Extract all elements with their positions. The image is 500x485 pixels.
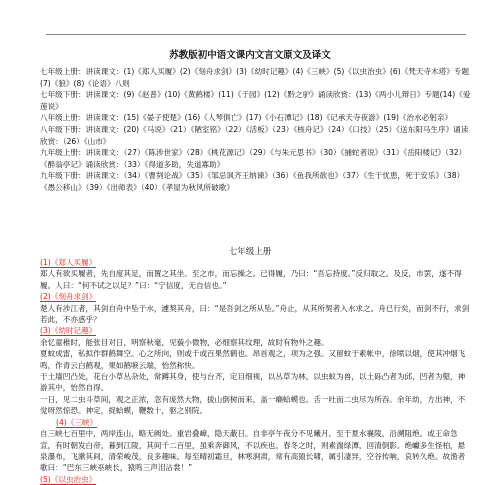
lesson-title: (2)《刻舟求剑》	[40, 292, 97, 302]
lesson-text: 余忆童稚时，能张目对日，明察秋毫，见藐小微物，必细察其纹理，故时有物外之趣。	[40, 337, 329, 347]
toc-grade8-vol2: 八年级下册：讲读课文：(20)《马说》（21）《陋室铭》（22）《活板》（23）《核舟记》（24）《口技》（25）《送东阳马生序》诵读欣赏：（26）《山市》	[40, 124, 469, 146]
lesson-title: (3)《幼时记趣》	[40, 326, 97, 336]
lesson-text: 楚人有涉江者，其剑自舟中坠于水，遽契其舟，曰：“是吾剑之所从坠。”舟止，从其所契者入水求之。舟已行矣，而剑不行，求剑若此，不亦惑乎？	[40, 303, 470, 325]
lesson-text: 于土墙凹凸处，花台小草丛杂处，常蹲其身，使与台齐，定目细视，以丛草为林，以虫蚁为兽，以土砾凸者为邱，凹者为壑，神游其中，怡然自得。	[40, 372, 466, 393]
section-body	[40, 257, 472, 485]
lesson-text: 郑人有欲买履者，先自度其足，而置之其坐。至之市，而忘操之。已得履，乃曰：“吾忘持度。”反归取之。及反，市罢，遂不得履。人曰：“何不试之以足？”曰：“宁信度，无自信也。”	[40, 269, 462, 290]
toc-grade9-vol2: 九年级下册：讲读课文：（34）《曹刿论战》（35）《邹忌讽齐王纳谏》（36）《鱼我所欲也》（37）《生于忧患，死于安乐》（38）《愚公移山》（39）《出师表》（40）《孝屋为秋风所破歌》	[40, 171, 465, 192]
toc-grade7-vol2: 七年级下册：讲读课文：(9)《赵普》(10)《黄鹤楼》(11)《于园》(12)《黔之驴》诵读欣赏：(13)《两小儿辩日》专题(14)《爱莲说》	[40, 90, 471, 111]
toc-grade7-vol1: 七年级上册：讲读课文：(1)《郑人买履》(2)《刻舟求剑》(3)《幼时记趣》(4)《三峡》(5)《以虫治虫》(6)《梵天寺木塔》专题(7)《狼》(8)《论语》八则	[40, 67, 470, 88]
toc-grade9-vol1: 九年级上册：讲读课文：（27）《陈涉世家》（28）《桃花源记》（29）《与朱元思书》（30）《捕蛇者说》（31）《岳阳楼记》（32）《醉翁亭记》诵读欣赏：（33）《得道多助，失道寡助》	[40, 148, 467, 169]
document-title: 苏教版初中语文课内文言文原文及译文	[169, 50, 331, 61]
lesson-title: (4)《三峡》	[56, 417, 98, 427]
lesson-text: 一日，见二虫斗草间，观之正浓，忽有庞然大物，拔山倒树而来，盖一癞蛤蟆也。舌一吐而二虫尽为所吞。余年幼，方出神，不觉呀然惊恐。神定，捉蛤蟆，鞭数十，驱之别院。	[40, 394, 466, 416]
section-title: 七年级上册	[228, 247, 272, 257]
lesson-text: 自三峡七百里中，两岸连山，略无阙处。重岩叠嶂，隐天蔽日。自非亭午夜分不见曦月。至于夏水襄陵，沿溯阻绝。或王命急宣，有时朝发白帝，暮到江陵，其间千二百里，虽乘奔御风，不以疾也。春冬之时，则素湍绿潭，回清倒影。绝巘多生怪柏，悬泉瀑布，飞漱其间，清荣峻茂，良多趣味。每至晴初霜旦，林寒涧肃，常有高猿长啸，属引凄异，空谷传响，哀转久绝。故渔者歌曰：“巴东三峡巫峡长，猿鸣三声泪沾裳！”	[40, 429, 466, 473]
lesson-title: (1)《郑人买履》	[40, 258, 97, 267]
toc-grade8-vol1: 八年级上册：讲读课文：(15)《晏子使楚》(16)《人琴俱亡》(17)《小石潭记》(18)《记承天寺夜游》(19)《治水必躬亲》	[40, 113, 453, 123]
header-rule	[46, 34, 466, 35]
lesson-title: (5)《以虫治虫》	[40, 474, 97, 484]
table-of-contents	[40, 66, 472, 194]
lesson-text: 夏蚊成雷，私拟作群鹤舞空。心之所向，则或千或百果然鹤也。昂首观之，项为之强。又留蚊于素帐中，徐喷以烟，使其冲烟飞鸣，作青云白鹤观，果如鹤唳云端，怡然称快。	[40, 349, 466, 370]
